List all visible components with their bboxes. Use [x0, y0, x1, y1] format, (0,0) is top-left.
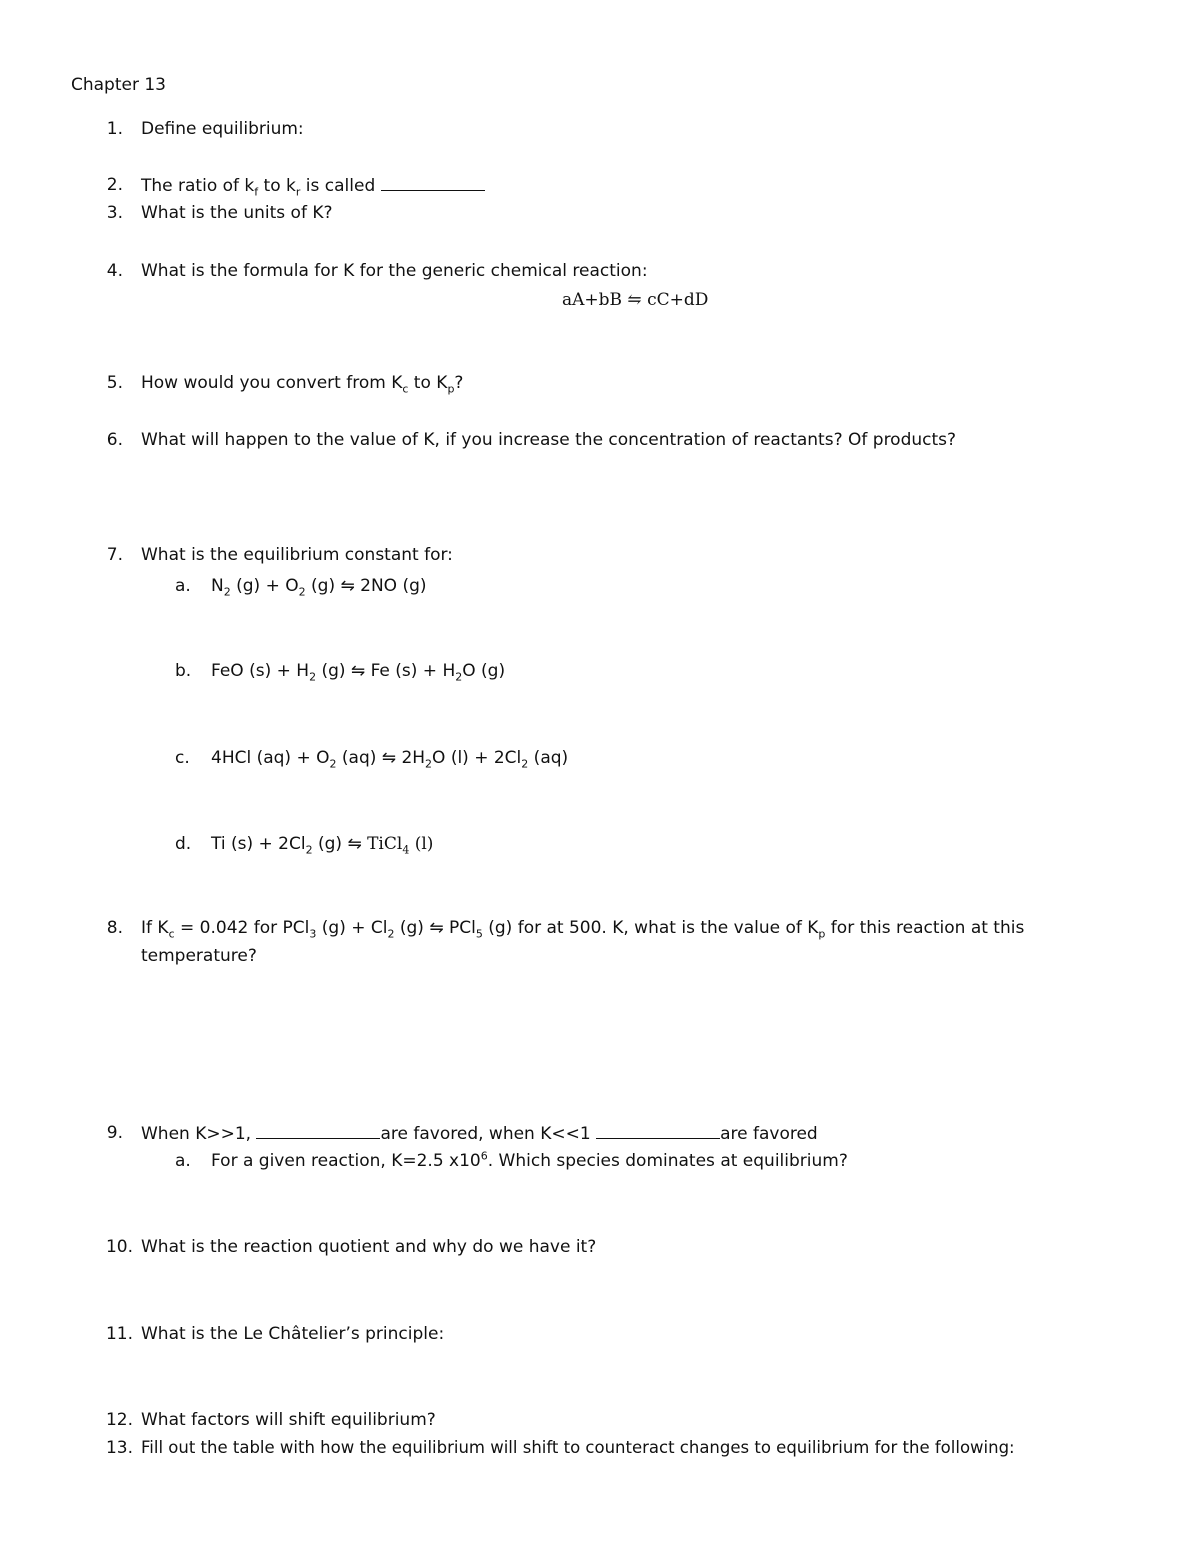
question-8-continuation: temperature? — [141, 946, 257, 966]
question-number: 7. — [106, 545, 123, 565]
subscript: 2 — [455, 670, 463, 684]
superscript: 6 — [480, 1149, 488, 1163]
subscript: 3 — [309, 927, 317, 941]
subscript: p — [447, 382, 455, 396]
subscript: c — [402, 382, 409, 396]
subscript: 5 — [475, 927, 483, 941]
question-number: 13. — [105, 1438, 133, 1458]
question-text — [141, 1122, 818, 1145]
question-text: Fill out the table with how the equilibrium will shift to counteract changes to equilibrium for the following: — [141, 1438, 1015, 1457]
question-number: 6. — [106, 430, 123, 450]
subscript: 2 — [425, 757, 433, 771]
subscript: p — [818, 927, 826, 941]
question-text: What is the equilibrium constant for: — [141, 545, 453, 565]
question-number: 1. — [106, 119, 123, 139]
text-part: (g) + O — [230, 576, 299, 596]
text-part: How would you convert from K — [141, 373, 403, 393]
text-part: = 0.042 for PCl — [174, 918, 310, 938]
reaction-equation — [211, 833, 433, 855]
text-part: O (g) — [462, 661, 506, 681]
text-part: (g) ⇋ 2NO (g) — [305, 576, 427, 596]
text-part: The ratio of k — [141, 176, 255, 196]
part-label: b. — [175, 661, 192, 681]
question-text: What is the reaction quotient and why do we have it? — [141, 1237, 597, 1257]
reaction-equation — [211, 575, 427, 597]
subscript: 2 — [298, 585, 306, 599]
text-part: are favored, when K<<1 — [380, 1124, 597, 1144]
question-text: What is the units of K? — [141, 203, 333, 223]
part-label: a. — [175, 576, 191, 596]
question-number: 10. — [105, 1237, 133, 1257]
text-part: (g) + Cl — [316, 918, 388, 938]
subscript: 2 — [305, 843, 313, 857]
subscript: 2 — [521, 757, 529, 771]
part-label: c. — [175, 748, 190, 768]
reaction-equation — [211, 660, 505, 682]
question-text — [141, 372, 463, 394]
question-text: What is the Le Châtelier’s principle: — [141, 1324, 445, 1344]
chapter-title: Chapter 13 — [71, 75, 167, 95]
text-part: When K>>1, — [141, 1124, 257, 1144]
text-part: (aq) — [528, 748, 569, 768]
question-text — [211, 1150, 848, 1172]
subscript: 2 — [309, 670, 317, 684]
text-part: are favored — [720, 1124, 818, 1144]
text-part: 4HCl (aq) + O — [211, 748, 330, 768]
text-part: If K — [141, 918, 169, 938]
question-number: 2. — [106, 175, 123, 195]
text-part: (l) — [409, 834, 434, 854]
subscript: r — [295, 185, 301, 199]
question-number: 8. — [106, 918, 123, 938]
text-part: for this reaction at this — [825, 918, 1025, 938]
part-label: d. — [175, 834, 192, 854]
text-part: . Which species dominates at equilibrium? — [487, 1151, 848, 1171]
answer-blank — [256, 1122, 380, 1139]
question-number: 12. — [105, 1410, 133, 1430]
text-part: N — [211, 576, 224, 596]
text-part: Ti (s) + 2Cl — [211, 834, 306, 854]
question-number: 9. — [106, 1123, 123, 1143]
answer-blank — [381, 174, 485, 191]
text-part: For a given reaction, K=2.5 x10 — [211, 1151, 481, 1171]
question-text: What will happen to the value of K, if you increase the concentration of reactants? Of products? — [141, 430, 957, 450]
subscript: f — [254, 185, 259, 199]
text-part: (g) ⇋ PCl — [394, 918, 476, 938]
question-number: 3. — [106, 203, 123, 223]
question-number: 11. — [105, 1324, 133, 1344]
question-number: 4. — [106, 261, 123, 281]
subscript: 2 — [387, 927, 395, 941]
text-part: (g) ⇋ — [312, 834, 368, 854]
text-part: (g) for at 500. K, what is the value of K — [482, 918, 819, 938]
subscript: 2 — [223, 585, 231, 599]
question-text: What factors will shift equilibrium? — [141, 1410, 436, 1430]
question-text — [141, 174, 485, 197]
question-text: Define equilibrium: — [141, 119, 304, 139]
subscript: c — [168, 927, 175, 941]
text-part: FeO (s) + H — [211, 661, 310, 681]
subscript: 2 — [329, 757, 337, 771]
subscript: 4 — [402, 843, 410, 857]
text-part: to k — [258, 176, 296, 196]
text-part: (g) ⇋ Fe (s) + H — [316, 661, 456, 681]
reaction-equation — [211, 747, 568, 769]
question-text: What is the formula for K for the generic chemical reaction: — [141, 261, 648, 281]
text-part: ? — [454, 373, 464, 393]
question-text — [141, 917, 1024, 939]
text-part: TiCl — [367, 834, 403, 854]
question-number: 5. — [106, 373, 123, 393]
text-part: is called — [300, 176, 376, 196]
generic-equation: aA+bB ⇋ cC+dD — [562, 290, 709, 310]
part-label: a. — [175, 1151, 191, 1171]
text-part: to K — [408, 373, 448, 393]
answer-blank — [596, 1122, 720, 1139]
text-part: (aq) ⇋ 2H — [336, 748, 426, 768]
text-part: O (l) + 2Cl — [432, 748, 522, 768]
